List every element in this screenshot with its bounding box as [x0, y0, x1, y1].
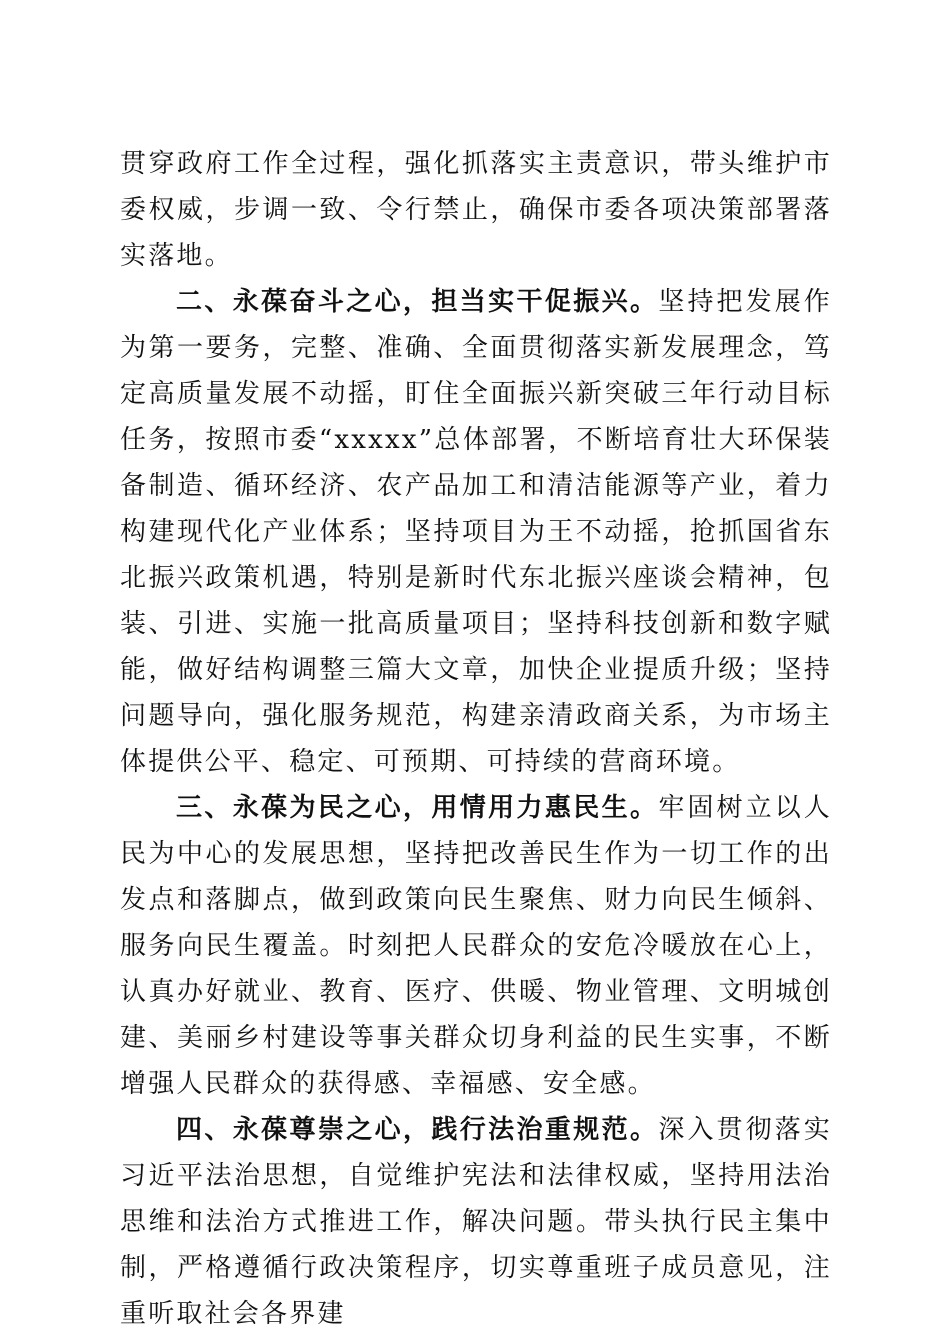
section-heading: 二、永葆奋斗之心，担当实干促振兴。	[176, 287, 659, 317]
paragraph-body: 牢固树立以人民为中心的发展思想，坚持把改善民生作为一切工作的出发点和落脚点，做到政策向民生聚焦、财力向民生倾斜、服务向民生覆盖。时刻把人民群众的安危冷暖放在心上，认真办好就业、教育、医疗、供暖、物业管理、文明城创建、美丽乡村建设等事关群众切身利益的民生实事，不断增强人民群众的获得感、幸福感、安全感。	[120, 793, 832, 1099]
section-heading: 四、永葆尊崇之心，践行法治重规范。	[176, 1115, 659, 1145]
paragraph-continuation	[120, 141, 832, 279]
paragraph-section-3	[120, 785, 832, 1107]
document-body	[120, 141, 832, 1337]
paragraph-body: 贯穿政府工作全过程，强化抓落实主责意识，带头维护市委权威，步调一致、令行禁止，确保市委各项决策部署落实落地。	[120, 149, 832, 271]
paragraph-body: 坚持把发展作为第一要务，完整、准确、全面贯彻落实新发展理念，笃定高质量发展不动摇，盯住全面振兴新突破三年行动目标任务，按照市委“xxxxx”总体部署，不断培育壮大环保装备制造、循环经济、农产品加工和清洁能源等产业，着力构建现代化产业体系；坚持项目为王不动摇，抢抓国省东北振兴政策机遇，特别是新时代东北振兴座谈会精神，包装、引进、实施一批高质量项目；坚持科技创新和数字赋能，做好结构调整三篇大文章，加快企业提质升级；坚持问题导向，强化服务规范，构建亲清政商关系，为市场主体提供公平、稳定、可预期、可持续的营商环境。	[120, 287, 832, 777]
paragraph-section-4	[120, 1107, 832, 1337]
paragraph-body: 深入贯彻落实习近平法治思想，自觉维护宪法和法律权威，坚持用法治思维和法治方式推进工作，解决问题。带头执行民主集中制，严格遵循行政决策程序，切实尊重班子成员意见，注重听取社会各界建	[120, 1115, 832, 1329]
paragraph-section-2	[120, 279, 832, 785]
section-heading: 三、永葆为民之心，用情用力惠民生。	[176, 793, 659, 823]
